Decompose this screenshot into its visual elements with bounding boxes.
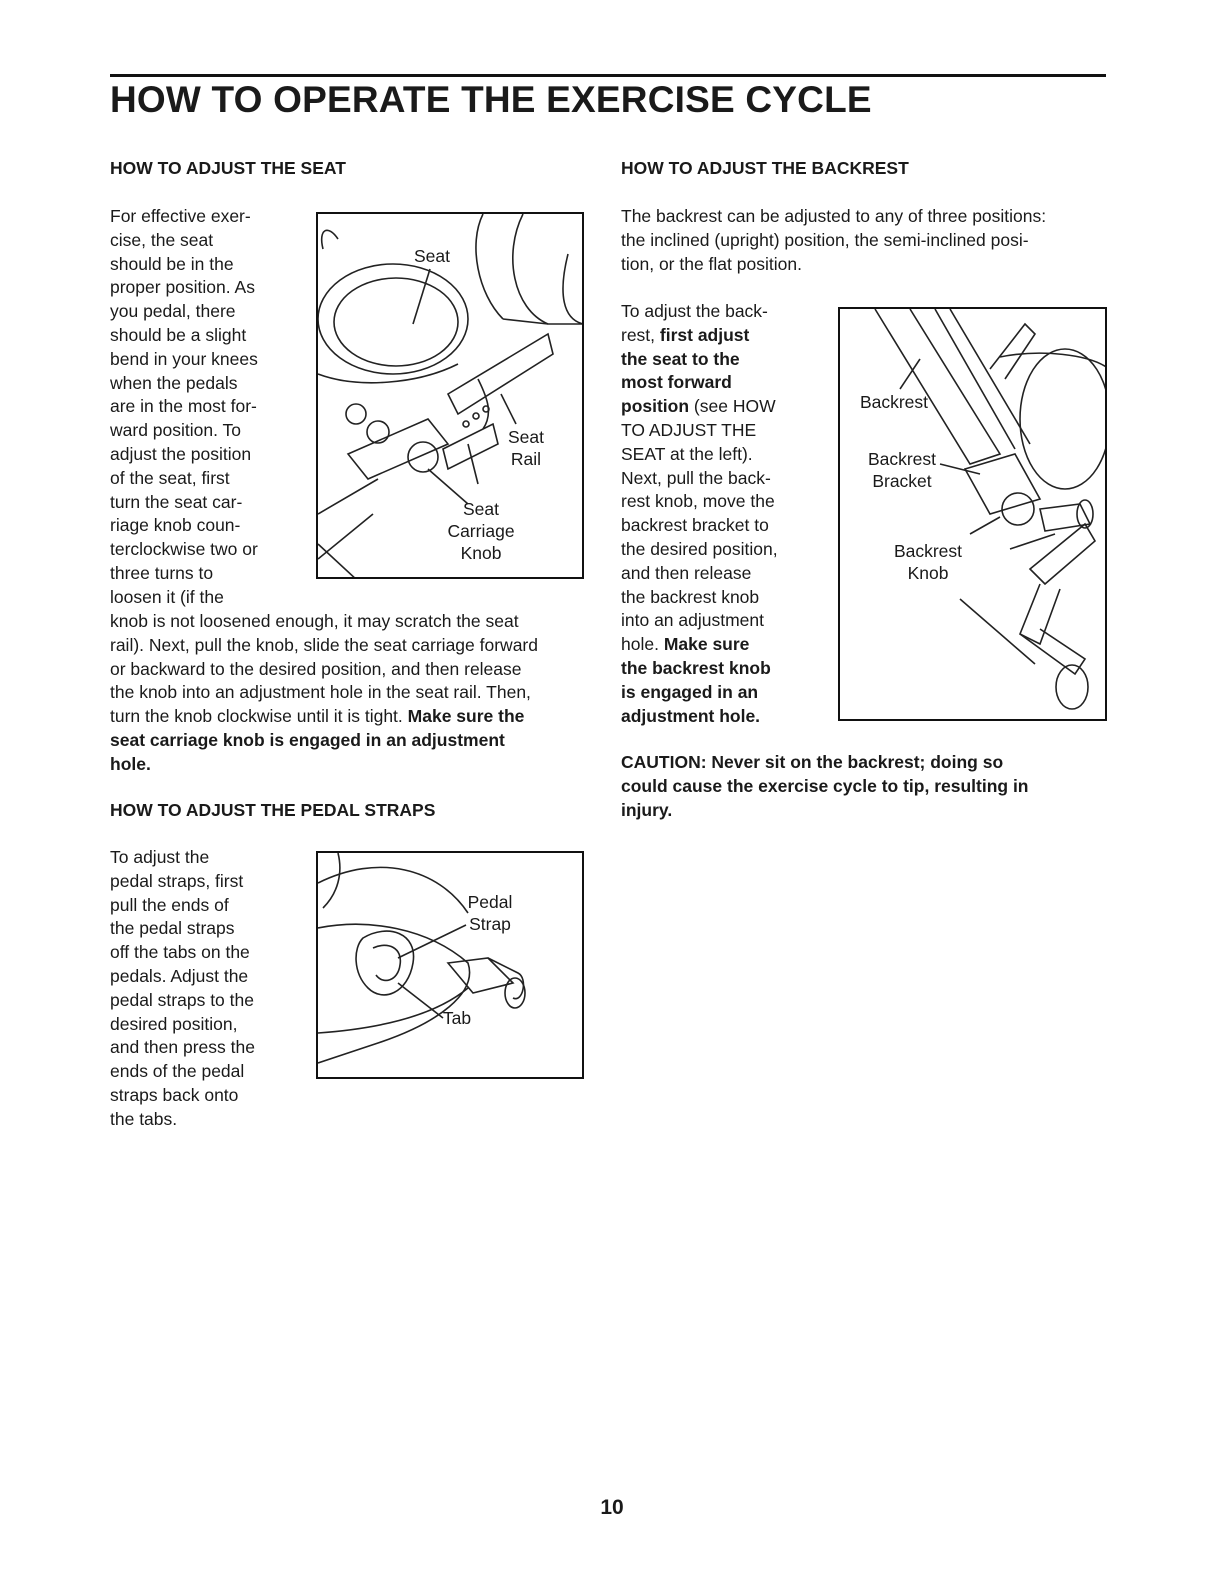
label-seat-rail-1: Seat (508, 427, 544, 447)
pedal-heading: HOW TO ADJUST THE PEDAL STRAPS (110, 800, 436, 820)
seat-narrow-text: For effective exer- cise, the seat should be in the proper position. As you pedal, there should be a slight bend in your knees when the pedals are in the most for- ward position. To adjust the position of the seat, first turn the seat car- riage knob coun- terclockwise two or three turns to loosen it (if the (110, 206, 258, 607)
backrest-intro: The backrest can be adjusted to any of three positions: the inclined (upright) position, the semi-inclined posi- tion, or the flat position. (621, 206, 1047, 274)
title-rule (110, 74, 1106, 77)
label-bracket-2: Bracket (872, 471, 932, 491)
backrest-figure (838, 307, 1107, 721)
page-number: 10 (600, 1496, 624, 1519)
label-tab: Tab (442, 1008, 472, 1028)
pedal-illustration (318, 853, 584, 1079)
page-title: HOW TO OPERATE THE EXERCISE CYCLE (110, 79, 872, 120)
label-backrest: Backrest (859, 392, 929, 412)
seat-heading: HOW TO ADJUST THE SEAT (110, 158, 346, 178)
label-bracket-1: Backrest (867, 449, 937, 469)
pedal-text: To adjust the pedal straps, first pull the ends of the pedal straps off the tabs on the pedals. Adjust the pedal straps to the desired position, and then press the ends of the pedal straps back onto the tabs. (110, 847, 255, 1129)
backrest-heading: HOW TO ADJUST THE BACKREST (621, 158, 909, 178)
backrest-steps: To adjust the back- rest, first adjust the seat to the most forward position (see HOW TO ADJUST THE SEAT at the left). Next, pull the back- rest knob, move the backrest bracket to the desired position, and then release the backrest knob into an adjustment hole. Make sure the backrest knob is engaged in an adjustment hole. (621, 301, 778, 726)
caution-text: CAUTION: Never sit on the backrest; doing so could cause the exercise cycle to tip, resulting in injury. (621, 752, 1029, 820)
label-seat: Seat (414, 246, 450, 266)
label-pedal-strap-2: Strap (469, 914, 511, 934)
label-pedal-strap-1: Pedal (467, 892, 513, 912)
label-carriage-3: Knob (460, 543, 502, 563)
label-knob-1: Backrest (893, 541, 963, 561)
seat-figure (316, 212, 584, 579)
seat-wide-text: knob is not loosened enough, it may scratch the seat rail). Next, pull the knob, slide the seat carriage forward or backward to the desired position, and then release the knob into an adjustment hole in the seat rail. Then, turn the knob clockwise until it is tight. Make sure the seat carriage knob is engaged in an adjustment hole. (110, 611, 538, 774)
label-knob-2: Knob (907, 563, 949, 583)
label-seat-rail-2: Rail (510, 449, 542, 469)
label-carriage-2: Carriage (447, 521, 515, 541)
pedal-figure (316, 851, 584, 1079)
label-carriage-1: Seat (463, 499, 499, 519)
backrest-illustration (840, 309, 1107, 721)
